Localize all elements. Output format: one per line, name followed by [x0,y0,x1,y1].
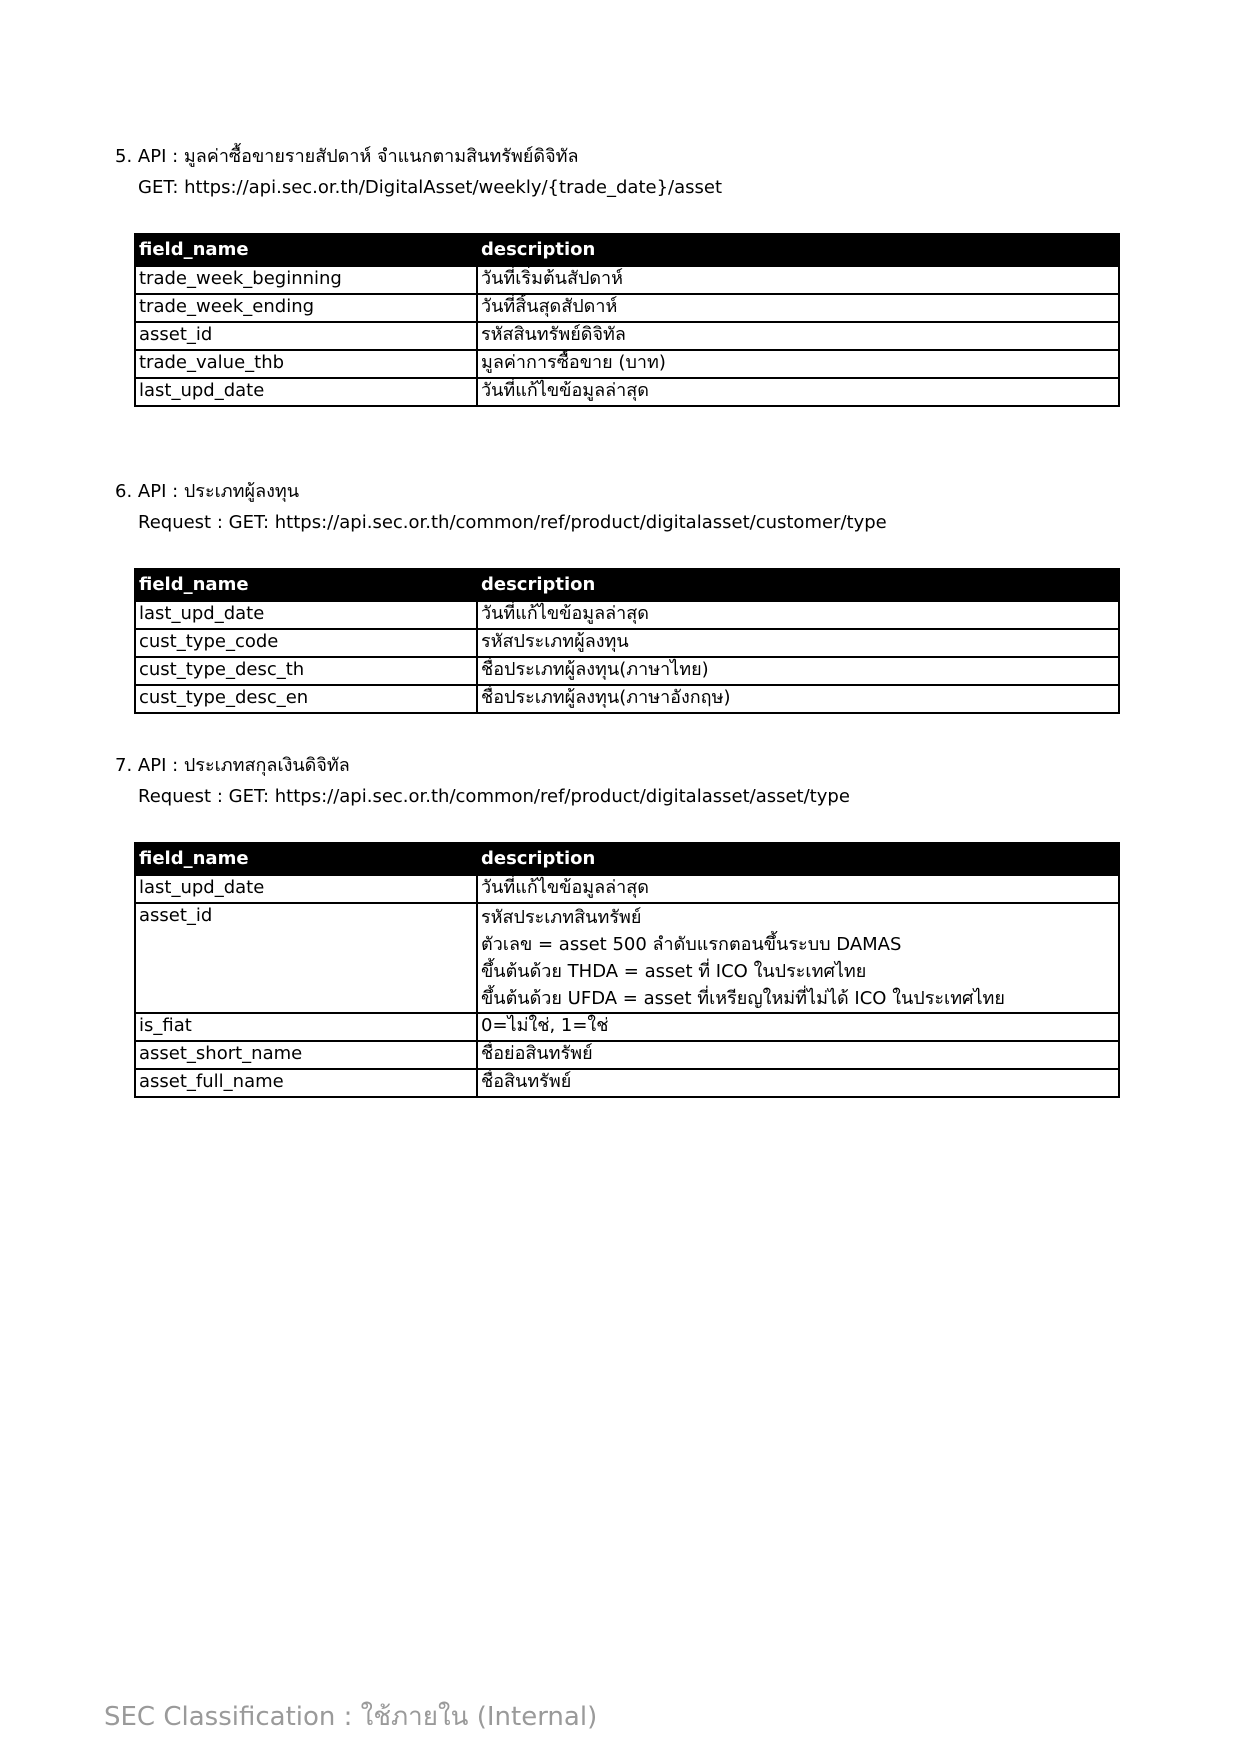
table-row [135,294,1119,322]
field-name-cell: asset_id [135,322,477,350]
description-cell: วันที่สิ้นสุดสัปดาห์ [477,294,1119,322]
field-name-cell: cust_type_desc_en [135,685,477,713]
section-6-endpoint: Request : GET: https://api.sec.or.th/common/ref/product/digitalasset/customer/type [138,512,887,533]
description-cell: วันที่แก้ไขข้อมูลล่าสุด [477,378,1119,406]
asset-id-description: รหัสประเภทสินทรัพย์ [481,907,642,928]
section-5-table [134,233,1120,407]
section-6-table [134,568,1120,714]
description-cell: วันที่เริ่มต้นสัปดาห์ [477,266,1119,294]
header-field-name: field_name [135,569,477,601]
section-7-title: 7. API : ประเภทสกุลเงินดิจิทัล [115,755,350,776]
field-name-cell: asset_id [135,903,477,1013]
table-header-row [135,843,1119,875]
table-row [135,1069,1119,1097]
description-cell: 0=ไม่ใช่, 1=ใช่ [477,1013,1119,1041]
field-name-cell: cust_type_desc_th [135,657,477,685]
asset-id-note: ขึ้นต้นด้วย UFDA = asset ที่เหรียญใหม่ที่ไม่ได้ ICO ในประเทศไทย [481,988,1005,1009]
field-name-cell: trade_week_ending [135,294,477,322]
description-cell: ชื่อย่อสินทรัพย์ [477,1041,1119,1069]
description-cell: ชื่อประเภทผู้ลงทุน(ภาษาอังกฤษ) [477,685,1119,713]
table-row [135,266,1119,294]
field-name-cell: is_fiat [135,1013,477,1041]
description-cell: รหัสประเภทผู้ลงทุน [477,629,1119,657]
table-header-row [135,234,1119,266]
section-5-endpoint: GET: https://api.sec.or.th/DigitalAsset/weekly/{trade_date}/asset [138,177,723,198]
table-row [135,1013,1119,1041]
section-5-title: 5. API : มูลค่าซื้อขายรายสัปดาห์ จำแนกตามสินทรัพย์ดิจิทัล [115,146,579,167]
field-name-cell: last_upd_date [135,378,477,406]
description-cell: วันที่แก้ไขข้อมูลล่าสุด [477,875,1119,903]
description-cell: ชื่อสินทรัพย์ [477,1069,1119,1097]
description-cell: มูลค่าการซื้อขาย (บาท) [477,350,1119,378]
header-field-name: field_name [135,843,477,875]
asset-id-note: ตัวเลข = asset 500 ลำดับแรกตอนขึ้นระบบ DAMAS [481,934,902,955]
description-cell: รหัสสินทรัพย์ดิจิทัล [477,322,1119,350]
table-row [135,1041,1119,1069]
table-row [135,322,1119,350]
table-row [135,378,1119,406]
classification-footer: SEC Classification : ใช้ภายใน (Internal) [104,1702,598,1732]
field-name-cell: trade_week_beginning [135,266,477,294]
field-name-cell: cust_type_code [135,629,477,657]
header-field-name: field_name [135,234,477,266]
table-row [135,657,1119,685]
field-name-cell: last_upd_date [135,875,477,903]
field-name-cell: trade_value_thb [135,350,477,378]
table-row [135,875,1119,903]
table-row [135,629,1119,657]
section-7-table [134,842,1120,1098]
table-row [135,350,1119,378]
header-description: description [477,569,1119,601]
description-cell: วันที่แก้ไขข้อมูลล่าสุด [477,601,1119,629]
table-row [135,685,1119,713]
field-name-cell: asset_full_name [135,1069,477,1097]
table-row [135,601,1119,629]
field-name-cell: last_upd_date [135,601,477,629]
table-header-row [135,569,1119,601]
description-cell: ชื่อประเภทผู้ลงทุน(ภาษาไทย) [477,657,1119,685]
header-description: description [477,234,1119,266]
table-row [135,903,1119,1013]
header-description: description [477,843,1119,875]
description-cell [477,903,1119,1013]
asset-id-note: ขึ้นต้นด้วย THDA = asset ที่ ICO ในประเทศไทย [481,961,867,982]
section-7-endpoint: Request : GET: https://api.sec.or.th/common/ref/product/digitalasset/asset/type [138,786,850,807]
field-name-cell: asset_short_name [135,1041,477,1069]
section-6-title: 6. API : ประเภทผู้ลงทุน [115,481,300,502]
